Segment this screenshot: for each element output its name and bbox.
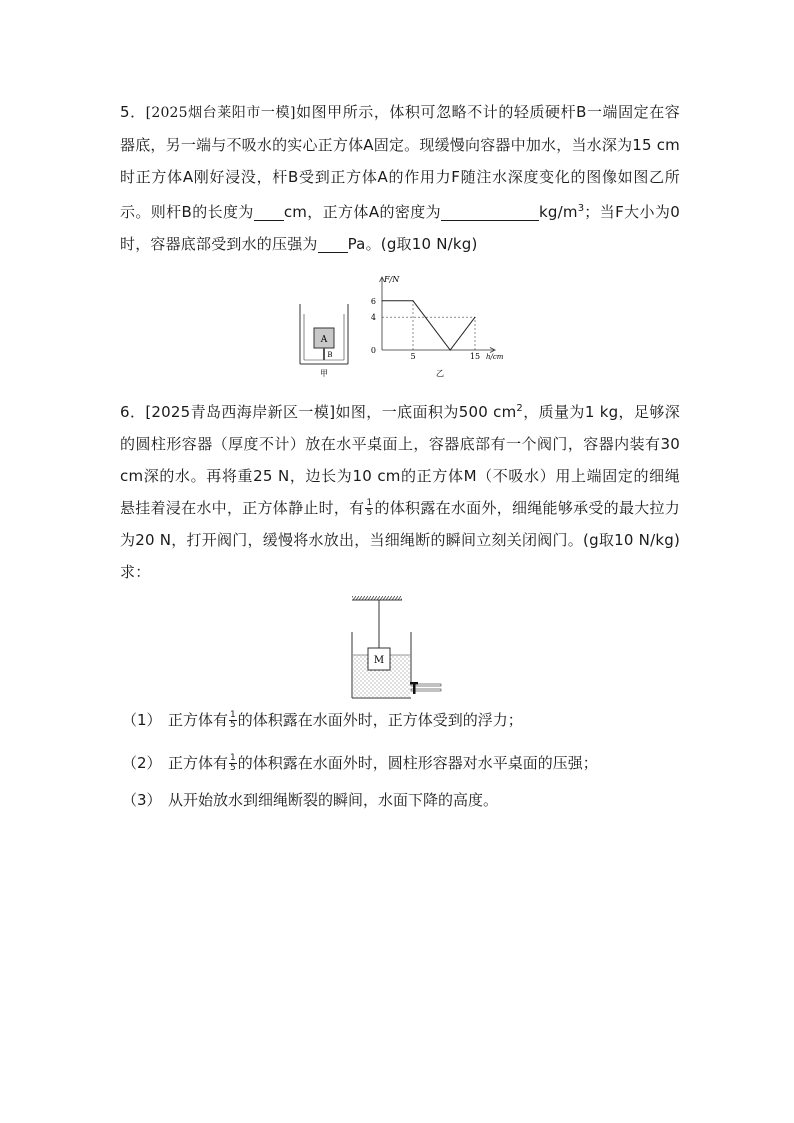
- fraction-one-fifth: [229, 711, 237, 730]
- answer-blank-density-2[interactable]: [521, 202, 539, 221]
- y-tick-4: 4: [370, 313, 376, 323]
- q6-area-exponent: 2: [516, 403, 523, 414]
- sub-question-text: 正方体有: [168, 754, 229, 772]
- sub-question-3: [122, 786, 498, 814]
- question-6: [120, 393, 680, 588]
- y-tick-0: 0: [370, 346, 376, 355]
- q5-source: [2025烟台莱阳市一模]: [145, 105, 296, 121]
- x-tick-15: 15: [469, 352, 481, 361]
- q6-g-value: 10 N/kg: [614, 531, 674, 549]
- axis-x-label: h/cm: [486, 353, 504, 361]
- caption-yi: 乙: [436, 369, 444, 378]
- sub-question-index: （1）: [122, 711, 162, 729]
- sub-question-text: 的体积露在水面外时，正方体受到的浮力；: [237, 711, 523, 729]
- q6-figure: [344, 592, 444, 700]
- q6-text-e: ，边长为: [289, 467, 353, 485]
- q6-text-a: 如图，一底面积为: [335, 403, 459, 421]
- axis-y-label: F/N: [384, 275, 400, 284]
- answer-blank-pressure[interactable]: [318, 234, 348, 253]
- data-point-3: [475, 317, 476, 318]
- q6-text-g: 的体积露在水面外，细绳能够承受的最大拉力为: [120, 499, 680, 549]
- series-line-0: [382, 301, 475, 350]
- fraction-numerator: 1: [366, 498, 373, 508]
- answer-blank-density-1[interactable]: [441, 202, 521, 221]
- sub-question-text: 正方体有: [168, 711, 229, 729]
- fraction-denominator: 5: [230, 763, 236, 773]
- q5-unit-pa: Pa。(g取10 N/kg): [347, 235, 478, 253]
- chart-marks: [382, 300, 476, 350]
- sub-question-text: 的体积露在水面外时，圆柱形容器对水平桌面的压强；: [237, 754, 598, 772]
- sub-question-2: [122, 749, 598, 777]
- q6-source: [2025青岛西海岸新区一模]: [145, 403, 336, 421]
- q6-text-h: ，打开阀门，缓慢将水放出，当细绳断的瞬间立刻关闭阀门。(g取: [171, 531, 615, 549]
- q6-text-c: ，足够深的圆柱形容器（厚度不计）放在水平桌面上，容器底部有一个阀门，容器内装有: [120, 403, 680, 453]
- rod-b-label: B: [327, 351, 333, 359]
- y-tick-6: 6: [370, 296, 376, 306]
- q6-text-f: 的正方体M（不吸水）用上端固定的细绳悬挂着浸在水中，正方体静止时，有: [120, 467, 680, 517]
- q6-side: 10 cm: [352, 467, 401, 485]
- data-point-1: [413, 300, 414, 301]
- sub-question-index: （3）: [122, 791, 162, 809]
- rod-b: [323, 348, 325, 360]
- fraction-denominator: 5: [230, 720, 236, 730]
- ceiling-support: [352, 596, 402, 600]
- q5-number: 5．: [120, 103, 146, 121]
- fraction-one-fifth: [229, 754, 237, 773]
- question-5: [120, 96, 680, 260]
- fraction-one-fifth: [365, 499, 373, 518]
- sub-question-1: [122, 706, 523, 734]
- sub-question-text: 从开始放水到细绳断裂的瞬间，水面下降的高度。: [168, 791, 499, 809]
- q5-figure: [292, 268, 514, 382]
- q6-number: 6．: [120, 403, 146, 421]
- q6-depth: 30 cm: [120, 435, 680, 485]
- q6-weight: 25 N: [253, 467, 290, 485]
- fraction-numerator: 1: [230, 753, 236, 763]
- q5-unit-density: kg/m: [539, 203, 578, 221]
- caption-jia: 甲: [320, 369, 328, 378]
- valve[interactable]: [410, 682, 441, 694]
- sub-question-index: （2）: [122, 754, 162, 772]
- q5-unit-cm: cm，正方体A的密度为: [283, 203, 442, 221]
- q6-text-d: 深的水。再将重: [143, 467, 254, 485]
- q6-text-b: ，质量为: [522, 403, 585, 421]
- block-a-label: A: [320, 335, 328, 345]
- q6-max-tension: 20 N: [135, 531, 172, 549]
- q6-mass: 1 kg: [584, 403, 619, 421]
- chart-axes: [380, 277, 496, 353]
- fraction-numerator: 1: [230, 710, 236, 720]
- answer-blank-rod-length[interactable]: [254, 202, 284, 221]
- q5-density-exponent: 3: [577, 203, 585, 214]
- q5-text-a: 如图甲所示，体积可忽略不计的轻质硬杆B一端固定在容器底，另一端与不吸水的实心正方体A固定。现缓慢向容器中加水，当水深为15 cm时正方体A刚好浸没，杆B受到正方体A的作用力F随注水深度变化的图像如图乙所示。则杆B的长度为: [120, 103, 680, 221]
- q6-text-i: )求：: [120, 531, 680, 581]
- fraction-denominator: 5: [366, 508, 373, 518]
- x-tick-5: 5: [410, 352, 416, 361]
- data-point-0: [382, 300, 383, 301]
- cube-m-label: M: [373, 655, 385, 666]
- data-point-2: [450, 350, 451, 351]
- q6-area: 500 cm: [458, 403, 517, 421]
- q5-text-b: ；当F大小为0时，容器底部受到水的压强为: [120, 203, 681, 253]
